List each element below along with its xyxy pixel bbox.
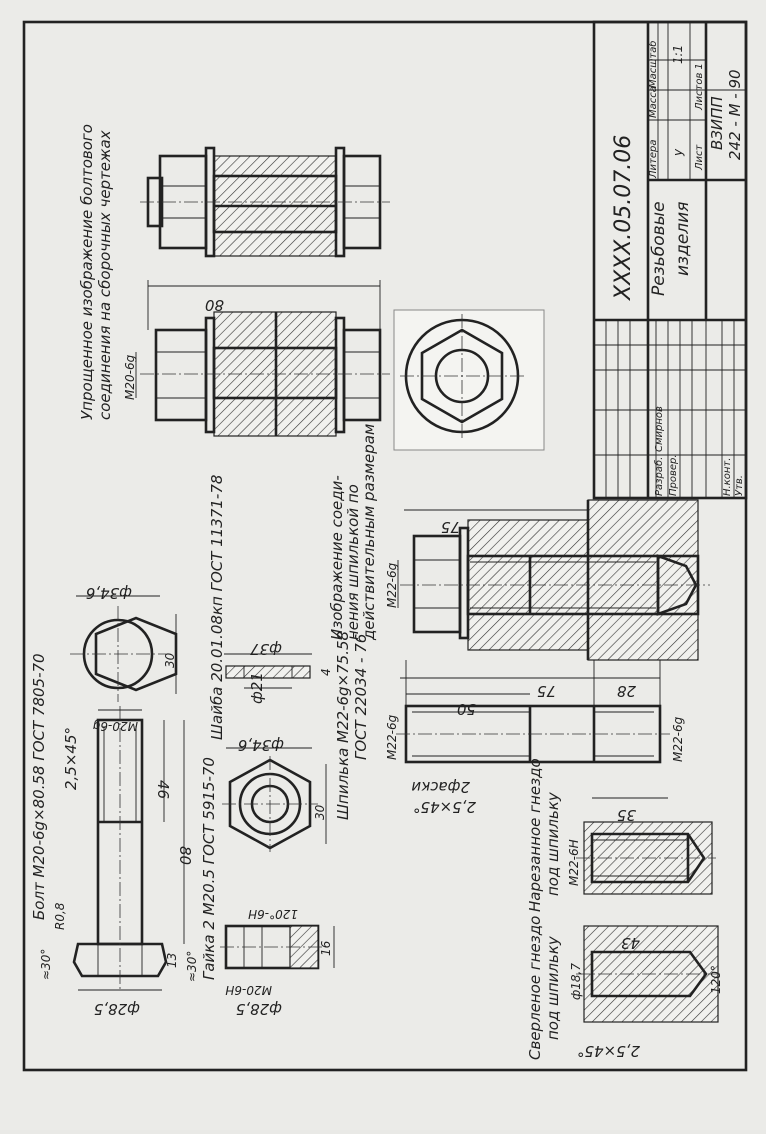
dim-120-nut: 120°-6Н — [248, 907, 298, 921]
role-developer: Разраб. — [654, 456, 665, 496]
scale-label: Масштаб — [648, 40, 659, 88]
stud-joint-caption3: действительным размерам — [360, 423, 378, 640]
drilled-socket-caption1: Сверленое гнездо — [526, 915, 544, 1060]
dim-30-bolt: 30 — [163, 652, 177, 668]
drawing-code: XXXX.05.07.06 — [611, 134, 636, 300]
simplified-caption-line2: соединения на сборочных чертежах — [96, 130, 114, 420]
dim-chamfer-socket: 2,5×45° — [576, 1042, 640, 1060]
bolt-caption: Болт М20-6g×80.58 ГОСТ 7805-70 — [30, 653, 48, 920]
dim-chamfer-stud: 2,5×45° — [412, 798, 476, 816]
dim-46: 46 — [154, 780, 172, 800]
dim-m22-left: М22-6g — [385, 714, 399, 760]
dim-d37: ф37 — [250, 640, 282, 658]
dim-28: 28 — [616, 682, 636, 700]
dim-30deg-b: ≈30° — [185, 950, 199, 982]
name-developer: Смирнов — [654, 406, 665, 452]
dim-2-chamfers: 2фаски — [411, 778, 470, 796]
stud-joint-caption2: нения шпилькой по — [344, 484, 362, 640]
dim-m22-joint: М22-6g — [385, 562, 399, 608]
dim-m22-right: М22-6g — [671, 716, 685, 762]
dim-43: 43 — [620, 934, 640, 952]
dim-bolt-chamfer: 2,5×45° — [62, 726, 80, 790]
drawing-name-line1: Резьбовые — [649, 201, 669, 296]
nut-top-view — [394, 310, 544, 450]
lit-value: у — [671, 148, 685, 156]
dim-35: 35 — [616, 806, 636, 824]
drawing-name-line2: изделия — [673, 201, 693, 276]
dim-80-bolt: 80 — [176, 846, 194, 866]
dim-120-socket: 120° — [709, 965, 723, 994]
threaded-socket-caption2: под шпильку — [544, 792, 562, 896]
stud-joint-caption1: Изображение соеди- — [328, 475, 346, 640]
role-approved: Утв. — [734, 475, 745, 496]
dim-75-stud: 75 — [536, 682, 556, 700]
org-line2: 242 - М - 90 — [726, 69, 744, 160]
dim-d346-bolt: ф34,6 — [85, 584, 132, 602]
sheet-label: Лист — [694, 144, 705, 170]
org-line1: ВЗИПП — [708, 96, 726, 150]
dim-d346-nut: ф34,6 — [237, 736, 284, 754]
sheets-label: Листов 1 — [694, 63, 705, 110]
dim-30-nut: 30 — [313, 804, 327, 820]
threaded-socket-caption1: Нарезанное гнездо — [526, 758, 544, 912]
dim-r08: R0,8 — [53, 902, 67, 930]
stud-caption1: Шпилька М22-6g×75.58 — [334, 630, 352, 820]
dim-16: 16 — [319, 940, 333, 956]
dim-d187: ф18,7 — [569, 963, 583, 1000]
lit-label: Литера — [648, 139, 659, 178]
dim-d285-nut: ф28,5 — [235, 1000, 282, 1018]
dim-30deg-a: ≈30° — [39, 948, 53, 980]
dim-50: 50 — [456, 700, 476, 718]
washer-caption: Шайба 20.01.08кп ГОСТ 11371-78 — [208, 474, 226, 740]
dim-m22h: М22-6Н — [567, 839, 581, 886]
dim-m20: М20-6g — [123, 354, 137, 400]
stud-caption2: ГОСТ 22034 - 76 — [352, 633, 370, 760]
simplified-caption-line1: Упрощенное изображение болтового — [78, 124, 96, 420]
dim-75-joint: 75 — [440, 518, 460, 536]
drilled-socket-caption2: под шпильку — [544, 936, 562, 1040]
dim-13: 13 — [165, 952, 179, 968]
scale-value: 1:1 — [671, 44, 685, 64]
dim-80: 80 — [204, 296, 224, 314]
dim-d21: ф21 — [248, 672, 266, 704]
dim-m20-bolt: М20-6g — [92, 719, 138, 733]
dim-d285-bolt: ф28,5 — [93, 1000, 140, 1018]
role-norm-control: Н.конт. — [722, 457, 733, 496]
dim-m20h-nut: М20-6Н — [225, 983, 272, 997]
dim-4: 4 — [319, 668, 333, 676]
mass-label: Масса — [648, 86, 659, 118]
nut-caption: Гайка 2 М20.5 ГОСТ 5915-70 — [200, 757, 218, 980]
role-checker: Провер. — [668, 454, 679, 496]
